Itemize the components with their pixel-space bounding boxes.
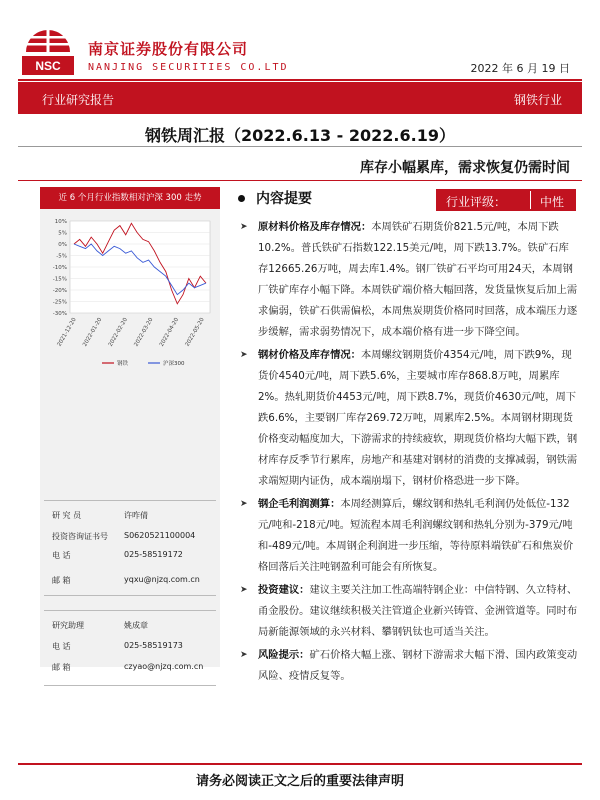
y-tick-label: 0% [58,242,67,248]
arrow-bullet-icon: ➤ [240,650,248,660]
arrow-bullet-icon: ➤ [240,585,248,595]
x-tick-label: 2022-04-20 [158,317,181,348]
x-tick-label: 2022-01-20 [82,317,104,348]
y-tick-label: -5% [56,253,67,260]
footer-rule [18,763,582,765]
legend-label: 钢铁 [117,361,129,367]
y-tick-label: -20% [52,288,67,294]
contact-value: S0620521100004 [124,531,196,540]
rating-box [436,189,576,211]
nsc-logo [18,22,78,78]
report-type: 行业研究报告 [42,93,115,107]
relative-performance-chart [40,213,220,383]
bullet-text: 建议主要关注加工性高端特钢企业：中信特钢、久立特材、甬金股份。建议继续积极关注管道企业新兴铸管、金洲管道等。同时布局新能源领域的永兴材料、攀钢钒钛也可适当关注。 [258,584,578,638]
arrow-bullet-icon: ➤ [240,222,248,232]
contact-key: 投资咨询证书号 [52,532,108,541]
summary-bullets [238,217,578,689]
report-subtitle: 库存小幅累库，需求恢复仍需时间 [360,160,570,176]
contact-key: 电 话 [52,551,71,560]
bullet-text: 本周经测算后，螺纹钢和热轧毛利润仍处低位-132元/吨和-218元/吨。短流程本周毛利润螺纹钢和热轧分别为-379元/吨和-489元/吨。本周钢企利润进一步压缩，等待原料端铁矿石和焦炭价格回落后关注吨钢盈利可能会有所恢复。 [258,498,574,573]
contact-key: 研究助理 [52,621,84,630]
section-title: 内容提要 [256,191,312,207]
header-rule [18,79,582,81]
brand-name-en: NANJING SECURITIES CO.LTD [88,62,289,73]
bullet-head: 钢材价格及库存情况： [258,349,361,361]
y-tick-label: -15% [52,276,67,283]
bullet-head: 钢企毛利润测算： [258,498,341,510]
chart-title: 近 6 个月行业指数相对沪深 300 走势 [40,187,220,209]
y-tick-label: 10% [54,219,67,225]
bullet-head: 风险提示： [258,649,310,661]
contact-key: 邮 箱 [52,663,71,672]
rating-value: 中性 [540,195,565,209]
contact-value: 025-58519172 [124,550,183,559]
bullet-head: 原材料价格及库存情况： [258,221,372,233]
arrow-bullet-icon: ➤ [240,350,248,360]
x-tick-label: 2022-02-20 [107,317,129,348]
contact-divider [44,685,216,686]
contact-key: 邮 箱 [52,576,71,585]
bullet-risk [238,645,578,687]
arrow-bullet-icon: ➤ [240,499,248,509]
x-tick-label: 2022-05-20 [184,317,206,348]
report-date: 2022 年 6 月 19 日 [470,62,570,75]
category-band [18,82,582,114]
bullet-dot-icon [238,195,245,202]
contact-value: 许咋倩 [124,511,148,520]
subtitle-rule [18,180,582,181]
industry-label: 钢铁行业 [513,93,562,107]
y-tick-label: -30% [52,311,67,317]
contact-value: 姚成章 [124,621,148,630]
rating-divider [530,191,531,209]
y-tick-label: -25% [52,299,67,306]
title-rule [18,146,582,147]
logo-text: NSC [35,59,61,73]
bullet-text: 本周铁矿石期货价821.5元/吨，本周下跌10.2%。普氏铁矿石指数122.15美元/吨，周下跌13.7%。铁矿石库存12665.26万吨，周去库1.4%。钢厂铁矿石平均可用24天，本周钢厂铁矿库存小幅下降。本周铁矿端价格大幅回落，发货量恢复后加上需求偏弱，铁矿石供需偏松，本周焦炭期货价格同时回落，成本端压力逐步缓解，需求弱势情况下，成本端价格有进一步下降空间。 [258,221,578,338]
report-title: 钢铁周汇报（2022.6.13 - 2022.6.19） [145,126,455,145]
bullet-raw-materials [238,217,578,343]
x-tick-label: 2022-03-20 [133,317,155,348]
contact-value[interactable]: yqxu@njzq.com.cn [124,575,200,584]
x-tick-label: 2021-12-20 [56,317,78,348]
bullet-steel-prices [238,345,578,492]
bullet-text: 本周螺纹钢期货价4354元/吨，周下跌9%，现货价4540元/吨，周下跌5.6%，主要城市库存868.8万吨，周累库2%。热轧期货价4453元/吨，周下跌8.7%，现货价4630元/吨，周下跌6.6%，主要钢厂库存269.72万吨，周累库2.5%。本周钢材期现货价格变动幅度加大，下游需求的持续疲软，期现货价格均大幅下跌，钢材库存反季节行累库，房地产和基建对钢材的消费的支撑减弱，钢铁需求端短期内证伪，成本端崩塌下，钢材价格恐进一步下降。 [258,349,578,487]
bullet-margin [238,494,578,578]
y-tick-label: -10% [52,265,67,271]
y-tick-label: 5% [58,230,67,237]
contact-divider [44,610,216,611]
contact-value[interactable]: czyao@njzq.com.cn [124,662,204,671]
rating-label: 行业评级： [446,195,507,209]
contact-divider [44,500,216,501]
bullet-head: 投资建议： [258,584,310,596]
legend-label: 沪深300 [163,361,185,367]
legal-notice: 请务必阅读正文之后的重要法律声明 [195,774,404,789]
contact-divider [44,595,216,596]
brand-name-cn: 南京证券股份有限公司 [88,40,249,58]
contact-value: 025-58519173 [124,641,183,650]
contact-key: 电 话 [52,642,71,651]
contact-key: 研 究 员 [52,511,82,520]
bullet-investment-advice [238,580,578,643]
bullet-text: 矿石价格大幅上涨、钢材下游需求大幅下滑、国内政策变动风险、疫情反复等。 [258,649,578,682]
